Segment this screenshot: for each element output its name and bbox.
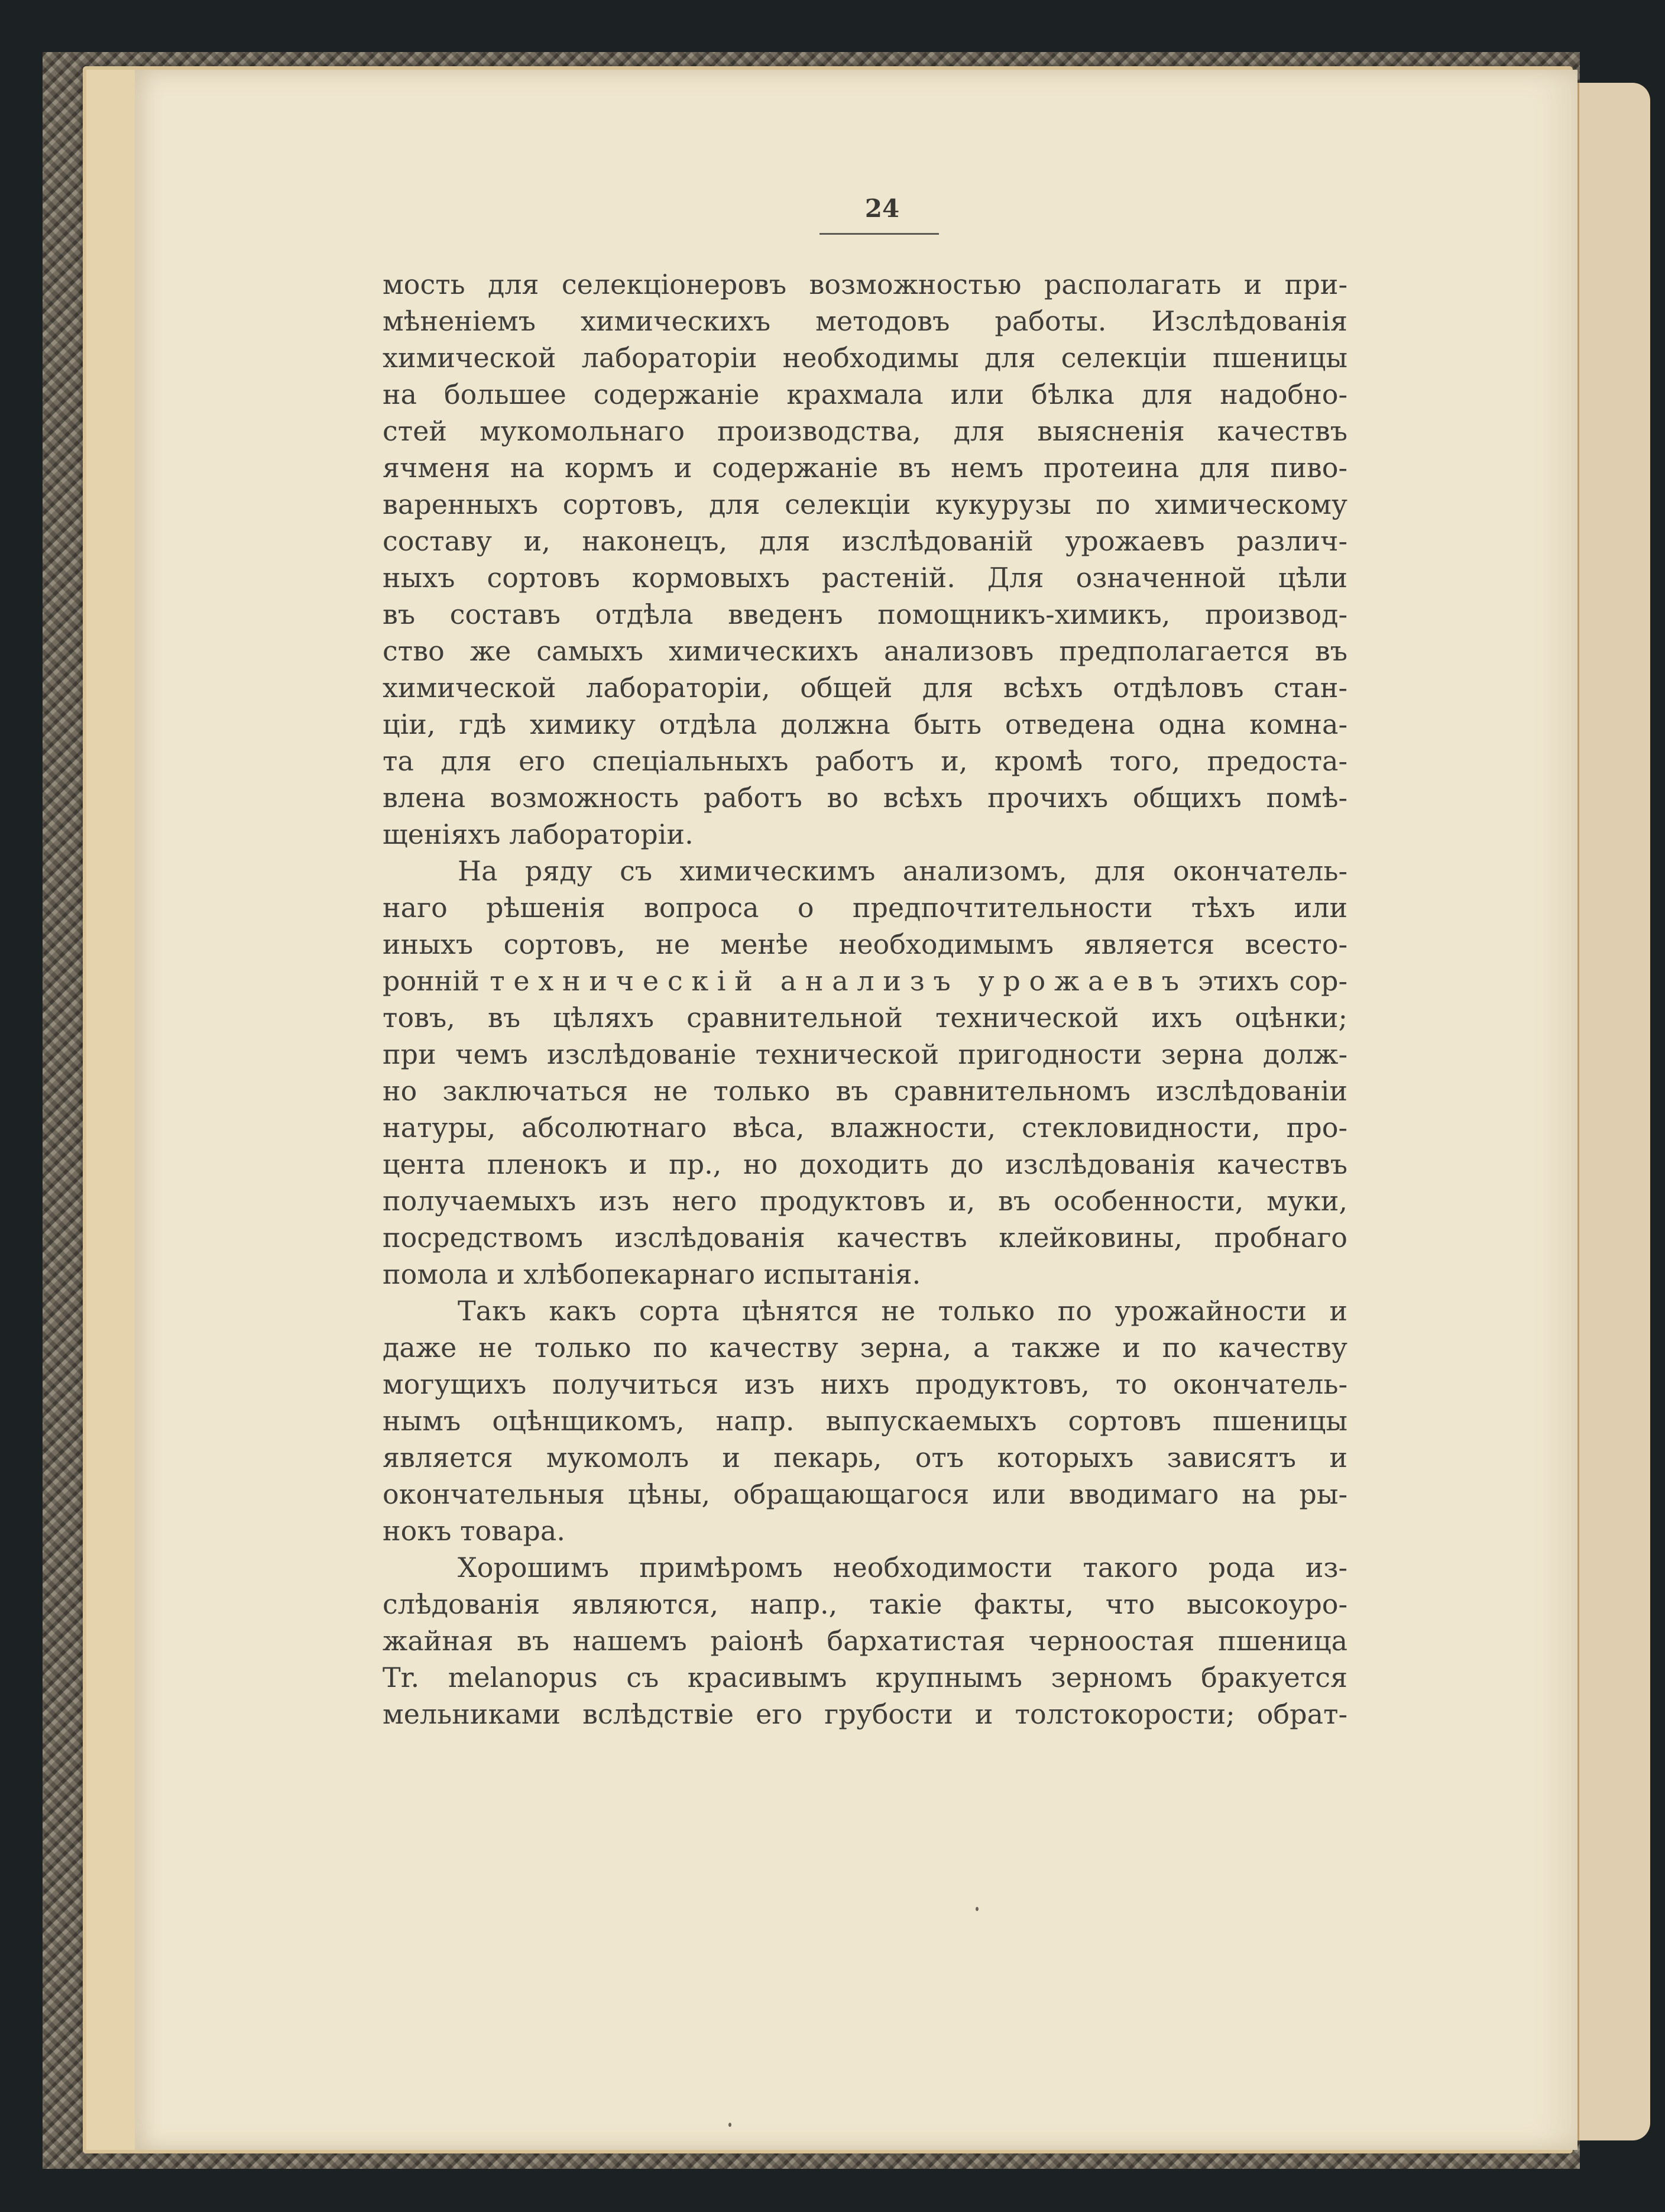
text-line: жайная въ нашемъ раіонѣ бархатистая черноостая пшеница: [383, 1625, 1347, 1657]
text-line: мость для селекціонеровъ возможностью располагать и при-: [383, 268, 1347, 300]
text-line: слѣдованія являются, напр., такіе факты, что высокоуро-: [383, 1588, 1347, 1620]
text-line: варенныхъ сортовъ, для селекціи кукурузы по химическому: [383, 488, 1347, 520]
text-line: влена возможность работъ во всѣхъ прочихъ общихъ помѣ-: [383, 782, 1347, 814]
text-line: посредствомъ изслѣдованія качествъ клейковины, пробнаго: [383, 1222, 1347, 1254]
text-line: ныхъ сортовъ кормовыхъ растеній. Для означенной цѣли: [383, 562, 1347, 594]
text-line: иныхъ сортовъ, не менѣе необходимымъ является всесто-: [383, 928, 1347, 960]
adjacent-page-edge: [1577, 83, 1650, 2140]
page-number-rule: [819, 233, 939, 235]
text-line: окончательныя цѣны, обращающагося или вводимаго на ры-: [383, 1478, 1347, 1510]
text-line: ство же самыхъ химическихъ анализовъ предполагается въ: [383, 635, 1347, 667]
page-number: 24: [864, 194, 900, 223]
text-line: щеніяхъ лабораторіи.: [383, 818, 694, 850]
text-line: мѣненіемъ химическихъ методовъ работы. Изслѣдованія: [383, 305, 1347, 337]
paper-speck: [728, 2123, 731, 2127]
text-line: химической лабораторіи, общей для всѣхъ отдѣловъ стан-: [383, 672, 1347, 704]
text-fragment: ронній: [383, 965, 480, 997]
text-line: даже не только по качеству зерна, а также и по качеству: [383, 1332, 1347, 1364]
text-line: мельниками вслѣдствіе его грубости и толстокорости; обрат-: [383, 1698, 1347, 1730]
page-body-text: [383, 266, 1347, 1732]
text-line-spaced: [383, 963, 1347, 999]
text-line: химической лабораторіи необходимы для селекціи пшеницы: [383, 342, 1347, 374]
text-line: товъ, въ цѣляхъ сравнительной технической ихъ оцѣнки;: [383, 1002, 1347, 1034]
text-line: нымъ оцѣнщикомъ, напр. выпускаемыхъ сортовъ пшеницы: [383, 1405, 1347, 1437]
text-line: натуры, абсолютнаго вѣса, влажности, стекловидности, про-: [383, 1112, 1347, 1144]
text-line: помола и хлѣбопекарнаго испытанія.: [383, 1258, 921, 1290]
text-fragment: этихъ сор-: [1198, 965, 1347, 997]
text-line: ціи, гдѣ химику отдѣла должна быть отведена одна комна-: [383, 708, 1347, 740]
text-line: Хорошимъ примѣромъ необходимости такого рода из-: [458, 1552, 1347, 1583]
text-line: та для его спеціальныхъ работъ и, кромѣ того, предоста-: [383, 745, 1347, 777]
text-line: но заключаться не только въ сравнительномъ изслѣдованіи: [383, 1075, 1347, 1107]
text-line: на большее содержаніе крахмала или бѣлка для надобно-: [383, 378, 1347, 410]
text-line: могущихъ получиться изъ нихъ продуктовъ, то окончатель-: [383, 1368, 1347, 1400]
text-line: ячменя на кормъ и содержаніе въ немъ протеина для пиво-: [383, 452, 1347, 484]
paper-speck: [976, 1907, 979, 1911]
text-line: Такъ какъ сорта цѣнятся не только по урожайности и: [458, 1295, 1347, 1327]
text-line: является мукомолъ и пекарь, отъ которыхъ зависятъ и: [383, 1442, 1347, 1473]
text-line: стей мукомольнаго производства, для выясненія качествъ: [383, 415, 1347, 447]
text-line: составу и, наконецъ, для изслѣдованій урожаевъ различ-: [383, 525, 1347, 557]
text-line: нокъ товара.: [383, 1515, 565, 1547]
text-line: Tr. melanopus съ красивымъ крупнымъ зерномъ бракуется: [383, 1662, 1347, 1693]
text-line: цента пленокъ и пр., но доходить до изслѣдованія качествъ: [383, 1148, 1347, 1180]
emphasized-text: техническій анализъ урожаевъ: [490, 965, 1188, 997]
text-line: На ряду съ химическимъ анализомъ, для окончатель-: [458, 855, 1347, 887]
text-line: въ составъ отдѣла введенъ помощникъ-химикъ, производ-: [383, 598, 1347, 630]
text-line: наго рѣшенія вопроса о предпочтительности тѣхъ или: [383, 892, 1347, 924]
text-line: при чемъ изслѣдованіе технической пригодности зерна долж-: [383, 1038, 1347, 1070]
text-line: получаемыхъ изъ него продуктовъ и, въ особенности, муки,: [383, 1185, 1347, 1217]
